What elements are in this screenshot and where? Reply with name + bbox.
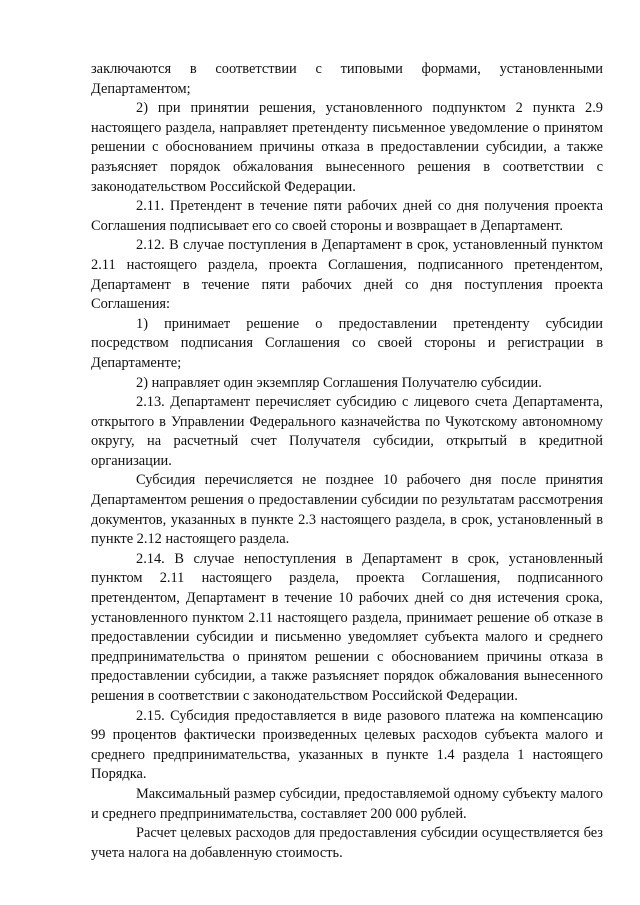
document-page — [91, 60, 603, 863]
paragraph-2-13: 2.13. Департамент перечисляет субсидию с лицевого счета Департамента, открытого в Управлении Федерального казначейства по Чукотскому автономному округу, на расчетный счет Получателя субсидии, открытый в кредитной организации. — [91, 394, 603, 469]
paragraph-2-12-item-2: 2) направляет один экземпляр Соглашения Получателю субсидии. — [136, 374, 542, 391]
paragraph-vat-note: Расчет целевых расходов для предоставления субсидии осуществляется без учета налога на добавленную стоимость. — [91, 825, 603, 861]
paragraph-item-2-refusal-notice: 2) при принятии решения, установленного подпунктом 2 пункта 2.9 настоящего раздела, направляет претенденту письменное уведомление о принятом решении с обоснованием причины отказа в предоставлении субсидии, а также разъясняет порядок обжалования вынесенного решения в соответствии с законодательством Российской Федерации. — [91, 100, 603, 195]
paragraph-2-12: 2.12. В случае поступления в Департамент в срок, установленный пунктом 2.11 настоящего раздела, проекта Соглашения, подписанного претендентом, Департамент в течение пяти рабочих дней со дня поступления проекта Соглашения: — [91, 237, 603, 313]
paragraph-2-14: 2.14. В случае непоступления в Департамент в срок, установленный пунктом 2.11 настоящего раздела, проекта Соглашения, подписанного претендентом, Департамент в течение 10 рабочих дней со дня истечения срока, установленного пунктом 2.11 настоящего раздела, принимает решение об отказе в предоставлении субсидии и письменно уведомляет субъекта малого и среднего предпринимательства о принятом решении с обоснованием причины отказа в предоставлении субсидии, а также разъясняет порядок обжалования вынесенного решения в соответствии с законодательством Российской Федерации. — [91, 550, 603, 704]
paragraph-max-subsidy: Максимальный размер субсидии, предоставляемой одному субъекту малого и среднего предпринимательства, составляет 200 000 рублей. — [91, 785, 603, 822]
paragraph-continuation: заключаются в соответствии с типовыми формами, установленными Департаментом; — [91, 61, 603, 97]
paragraph-2-13-transfer-term: Субсидия перечисляется не позднее 10 рабочего дня после принятия Департаментом решения о предоставлении субсидии по результатам рассмотрения документов, указанных в пункте 2.3 настоящего раздела, в срок, установленный в пункте 2.12 настоящего раздела. — [91, 472, 603, 548]
paragraph-2-15: 2.15. Субсидия предоставляется в виде разового платежа на компенсацию 99 процентов фактически произведенных целевых расходов субъекта малого и среднего предпринимательства, указанных в пункте 1.4 раздела 1 настоящего Порядка. — [91, 707, 603, 783]
paragraph-2-12-item-1: 1) принимает решение о предоставлении претенденту субсидии посредством подписания Соглашения со своей стороны и регистрации в Департаменте; — [91, 315, 603, 371]
paragraph-2-11: 2.11. Претендент в течение пяти рабочих дней со дня получения проекта Соглашения подписывает его со своей стороны и возвращает в Департамент. — [91, 198, 603, 234]
